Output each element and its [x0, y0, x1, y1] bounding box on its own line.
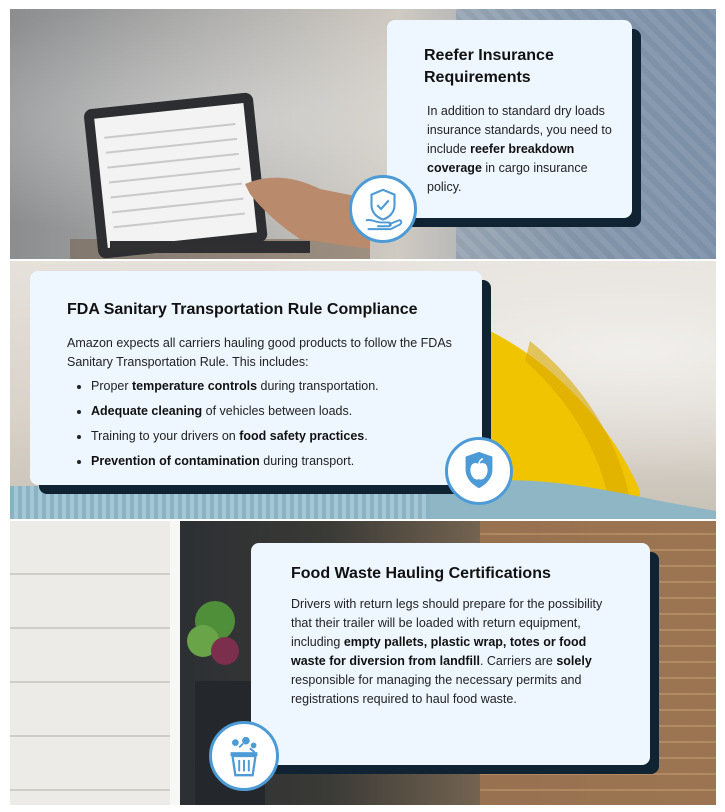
list-item	[91, 453, 472, 470]
food-waste-card	[251, 543, 650, 765]
door-frame	[170, 521, 180, 805]
fda-compliance-card	[30, 271, 482, 485]
fda-compliance-section	[10, 261, 716, 519]
body-text: in cargo insurance policy.	[427, 161, 588, 194]
list-item	[91, 428, 472, 445]
bullet-bold-text: temperature controls	[132, 379, 258, 393]
section-title: FDA Sanitary Transportation Rule Compliance	[67, 301, 418, 318]
tablet-photo	[70, 89, 370, 259]
body-text: In addition to standard dry loads insurance standards, you need to include	[427, 104, 612, 156]
list-item	[91, 378, 472, 395]
body-text: responsible for managing the necessary permits and registrations required to haul food waste.	[291, 673, 582, 706]
bullet-text: during transport.	[259, 454, 355, 468]
body-bold-text: solely	[556, 654, 592, 668]
garage-door	[10, 521, 170, 805]
shield-hand-icon	[360, 186, 406, 232]
bullet-text: Training to your drivers on	[91, 429, 240, 443]
bullet-text: .	[364, 429, 368, 443]
badge	[349, 175, 417, 243]
bullet-text: of vehicles between loads.	[202, 404, 353, 418]
section-body	[427, 102, 622, 197]
body-text: Drivers with return legs should prepare for the possibility that their trailer will be loaded with return equipment, including	[291, 597, 603, 649]
section-body	[291, 595, 616, 709]
food-waste-section	[10, 521, 716, 805]
body-text: . Carriers are	[479, 654, 557, 668]
bullet-bold-text: food safety practices	[239, 429, 365, 443]
badge	[445, 437, 513, 505]
section-title: Food Waste Hauling Certifications	[291, 565, 551, 582]
section-content	[67, 334, 472, 478]
apple-shield-icon	[456, 448, 502, 494]
section-title: Reefer Insurance Requirements	[424, 47, 554, 86]
bullet-bold-text: Prevention of contamination	[91, 454, 260, 468]
bullet-text: during transportation.	[257, 379, 379, 393]
reefer-insurance-section	[10, 9, 716, 259]
body-bold-text: reefer breakdown coverage	[427, 142, 575, 175]
food-waste-bin-icon	[221, 733, 267, 779]
towel-fringe	[10, 486, 430, 519]
bullet-list	[67, 378, 472, 470]
section-intro: Amazon expects all carriers hauling good products to follow the FDAs Sanitary Transportation Rule. This includes:	[67, 336, 452, 369]
body-bold-text: empty pallets, plastic wrap, totes or food waste for diversion from landfill	[291, 635, 587, 668]
bullet-text: Proper	[91, 379, 132, 393]
bullet-bold-text: Adequate cleaning	[91, 404, 203, 418]
list-item	[91, 403, 472, 420]
badge	[209, 721, 279, 791]
reefer-insurance-card	[387, 20, 632, 218]
